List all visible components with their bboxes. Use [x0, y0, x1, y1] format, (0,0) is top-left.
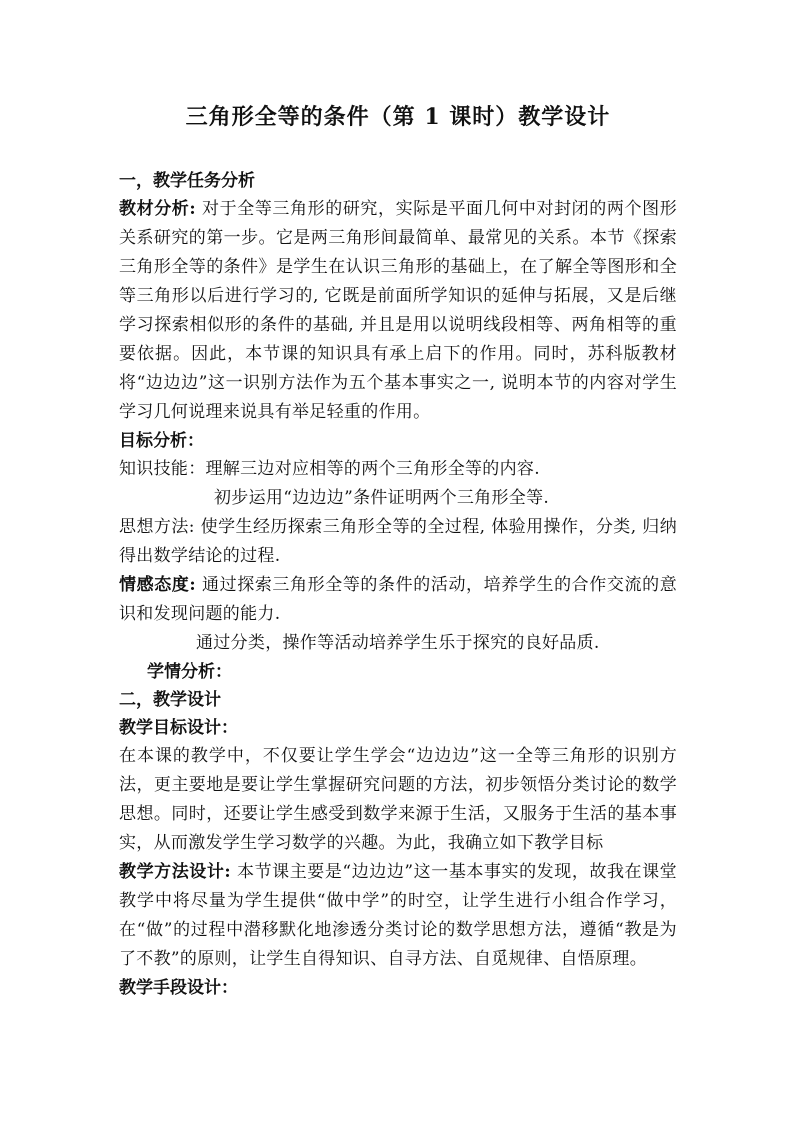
method-design-text: 本节课主要是“边边边”这一基本事实的发现，故我在课堂教学中将尽量为学生提供“做中学”的时空，让学生进行小组合作学习，在“做”的过程中潜移默化地渗透分类讨论的数学思想方法，遵循“教是为了不教”的原则，让学生自得知识、自寻方法、自觅规律、自悟原理。 — [119, 862, 677, 969]
material-analysis-paragraph — [119, 195, 677, 427]
knowledge-skill-line2: 初步运用“边边边”条件证明两个三角形全等. — [214, 488, 550, 508]
goal-analysis-heading: 目标分析： — [119, 431, 204, 451]
student-analysis-heading: 学情分析： — [147, 662, 232, 682]
material-analysis-label: 教材分析: — [119, 199, 196, 219]
section1-heading: 一，教学任务分析 — [119, 171, 255, 191]
document-title: 三角形全等的条件（第 1 课时）教学设计 — [185, 104, 611, 130]
method-design-paragraph — [119, 858, 677, 974]
knowledge-skill-line1: 知识技能：理解三边对应相等的两个三角形全等的内容. — [119, 459, 540, 479]
material-analysis-text: 对于全等三角形的研究，实际是平面几何中对封闭的两个图形关系研究的第一步。它是两三角形间最简单、最常见的关系。本节《探索三角形全等的条件》是学生在认识三角形的基础上，在了解全等图形和全等三角形以后进行学习的, 它既是前面所学知识的延伸与拓展，又是后继学习探索相似形的条件的基础, 并且是用以说明线段相等、两角相等的重要依据。因此，本节课的知识具有承上启下的作用。同时，苏科版教材将“边边边”这一识别方法作为五个基本事实之一, 说明本节的内容对学生学习几何说理来说具有举足轻重的作用。 — [119, 199, 677, 422]
emotion-attitude-line2: 通过分类，操作等活动培养学生乐于探究的良好品质. — [196, 633, 600, 653]
section2-heading: 二，教学设计 — [119, 690, 221, 710]
emotion-attitude-label: 情感态度: — [119, 575, 196, 595]
emotion-attitude-text: 通过探索三角形全等的条件的活动，培养学生的合作交流的意识和发现问题的能力. — [119, 575, 677, 624]
document-page — [119, 100, 677, 1002]
method-design-label: 教学方法设计: — [119, 862, 232, 882]
goal-design-heading: 教学目标设计： — [119, 718, 238, 738]
thinking-method-paragraph: 思想方法: 使学生经历探索三角形全等的全过程, 体验用操作，分类, 归纳得出数学结论的过程. — [119, 517, 677, 566]
means-design-heading: 教学手段设计： — [119, 978, 238, 998]
goal-design-paragraph: 在本课的教学中，不仅要让学生学会“边边边”这一全等三角形的识别方法，更主要地是要让学生掌握研究问题的方法，初步领悟分类讨论的数学思想。同时，还要让学生感受到数学来源于生活，又服务于生活的基本事实，从而激发学生学习数学的兴趣。为此，我确立如下教学目标 — [119, 746, 677, 853]
emotion-attitude-paragraph — [119, 571, 677, 629]
